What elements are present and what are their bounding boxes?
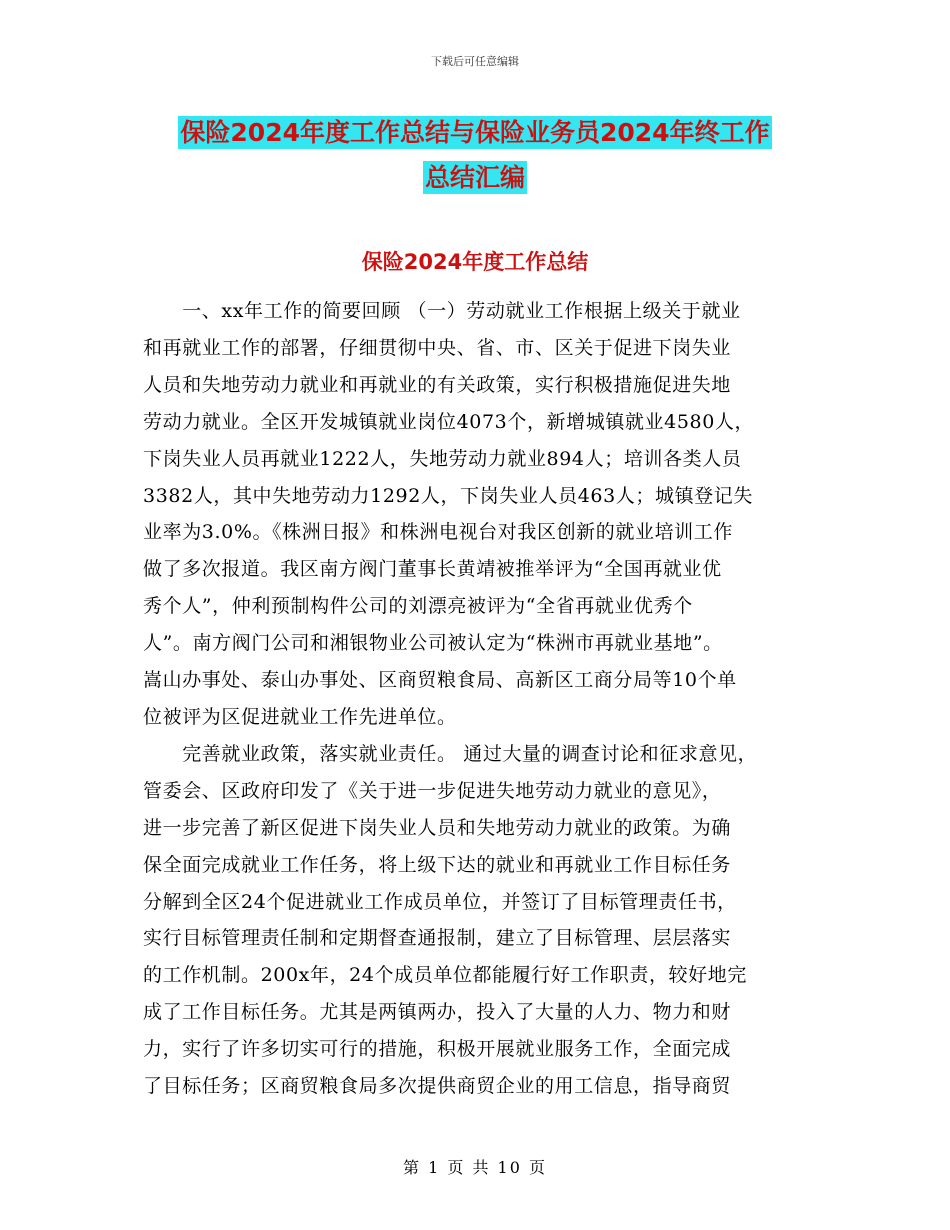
body-line: 一、xx年工作的简要回顾 （一）劳动就业工作根据上级关于就业 [143,300,741,322]
body-line: 嵩山办事处、泰山办事处、区商贸粮食局、高新区工商分局等10个单 [143,669,737,692]
body-line: 和再就业工作的部署，仔细贯彻中央、省、市、区关于促进下岗失业 [143,336,732,359]
page-number: 第 1 页 共 10 页 [403,1158,547,1177]
body-line: 了目标任务；区商贸粮食局多次提供商贸企业的用工信息，指导商贸 [143,1075,732,1098]
body-line: 位被评为区促进就业工作先进单位。 [143,705,457,728]
body-line: 人”。南方阀门公司和湘银物业公司被认定为“株洲市再就业基地”。 [143,632,723,655]
body-line: 进一步完善了新区促进下岗失业人员和失地劳动力就业的政策。为确 [143,816,732,839]
header-note: 下载后可任意编辑 [431,55,519,68]
body-line: 分解到全区24个促进就业工作成员单位，并签订了目标管理责任书， [143,890,737,913]
body-line: 做了多次报道。我区南方阀门董事长黄靖被推举评为“全国再就业优 [143,558,722,581]
body-line: 人员和失地劳动力就业和再就业的有关政策，实行积极措施促进失地 [143,373,732,396]
title-line-1: 保险2024年度工作总结与保险业务员2024年终工作 [180,118,770,147]
document-title [0,110,950,200]
body-line: 实行目标管理责任制和定期督查通报制，建立了目标管理、层层落实 [143,927,732,950]
section-title: 保险2024年度工作总结 [361,250,589,274]
body-text [143,293,815,1105]
body-line: 完善就业政策，落实就业责任。 通过大量的调查讨论和征求意见， [143,742,758,765]
title-line-2: 总结汇编 [424,163,525,192]
body-line: 3382人，其中失地劳动力1292人，下岗失业人员463人；城镇登记失 [143,484,753,507]
body-line: 成了工作目标任务。尤其是两镇两办，投入了大量的人力、物力和财 [143,1001,732,1024]
body-line: 管委会、区政府印发了《关于进一步促进失地劳动力就业的意见》， [143,779,722,802]
body-line: 业率为3.0%。《株洲日报》和株洲电视台对我区创新的就业培训工作 [143,521,733,544]
body-line: 的工作机制。200x年，24个成员单位都能履行好工作职责，较好地完 [143,964,747,987]
body-line: 保全面完成就业工作任务，将上级下达的就业和再就业工作目标任务 [143,853,732,876]
body-line: 秀个人”，仲利预制构件公司的刘漂亮被评为“全省再就业优秀个 [143,595,693,618]
body-line: 下岗失业人员再就业1222人，失地劳动力就业894人；培训各类人员 [143,447,742,470]
body-line: 劳动力就业。全区开发城镇就业岗位4073个，新增城镇就业4580人， [143,410,755,433]
body-line: 力，实行了许多切实可行的措施，积极开展就业服务工作，全面完成 [143,1038,732,1061]
